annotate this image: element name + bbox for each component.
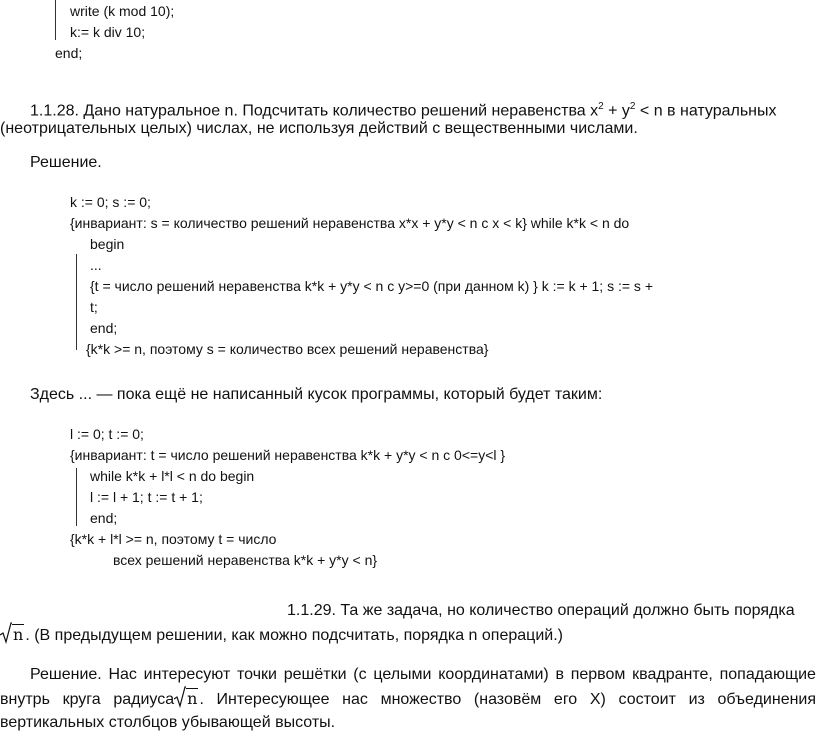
radical-sign-icon: [174, 686, 186, 708]
code-indent-bar: [76, 254, 77, 350]
code-line: {инвариант: s = количество решений неравенства x*x + y*y < n c x < k} while k*k < n do: [70, 215, 630, 231]
code-line: t;: [90, 299, 98, 315]
code-line: всех решений неравенства k*k + y*y < n}: [113, 552, 378, 568]
code-line: l := l + 1; t := t + 1;: [90, 489, 203, 505]
sqrt-n: n: [0, 624, 24, 646]
code-line: while k*k + l*l < n do begin: [90, 468, 255, 484]
problem-1-1-28-line2: (неотрицательных целых) числах, не используя действий с вещественными числами.: [0, 120, 638, 137]
solution2-line2: внутрь круга радиуса n . Интересующее нас множество (назовём его X) состоит из объединения: [0, 688, 816, 711]
code-line: ...: [90, 257, 102, 273]
solution-heading: Решение.: [30, 154, 102, 171]
radical-sign-icon: [0, 622, 12, 644]
code-line: k:= k div 10;: [70, 24, 146, 40]
code-line: {t = число решений неравенства k*k + y*y < n c y>=0 (при данном k) } k := k + 1; s := s +: [90, 278, 653, 294]
superscript: 2: [629, 101, 636, 112]
problem-1-1-28-line1: 1.1.28. Дано натуральное n. Подсчитать количество решений неравенства $x^2 + y^2 < n$ в натуральных: [30, 101, 777, 120]
note-paragraph: Здесь ... — пока ещё не написанный кусок программы, который будет таким:: [30, 386, 603, 403]
code-line: write (k mod 10);: [70, 3, 175, 19]
code-line: end;: [55, 45, 83, 61]
problem-1-1-29-line1: 1.1.29. Та же задача, но количество операций должно быть порядка: [287, 602, 795, 619]
code-line: {инвариант: t = число решений неравенства k*k + y*y < n c 0<=y<l }: [70, 447, 506, 463]
solution2-line1: Решение. Нас интересуют точки решётки (с целыми координатами) в первом квадранте, попадающие: [30, 666, 816, 683]
superscript: 2: [598, 101, 604, 112]
code-line: end;: [90, 510, 118, 526]
code-line: end;: [90, 320, 118, 336]
code-line: begin: [90, 236, 125, 252]
code-line: k := 0; s := 0;: [70, 194, 151, 210]
problem-1-1-29-line2: n . (В предыдущем решении, как можно подсчитать, порядка n операций.): [0, 624, 563, 647]
code-indent-bar: [55, 0, 56, 40]
code-indent-bar: [76, 468, 77, 526]
code-line: {k*k + l*l >= n, поэтому t = число: [70, 531, 277, 547]
code-line: {k*k >= n, поэтому s = количество всех решений неравенства}: [86, 341, 489, 357]
code-line: l := 0; t := 0;: [70, 426, 144, 442]
sqrt-n: n: [174, 688, 198, 710]
solution2-line3: вертикальных столбцов убывающей высоты.: [0, 714, 336, 731]
